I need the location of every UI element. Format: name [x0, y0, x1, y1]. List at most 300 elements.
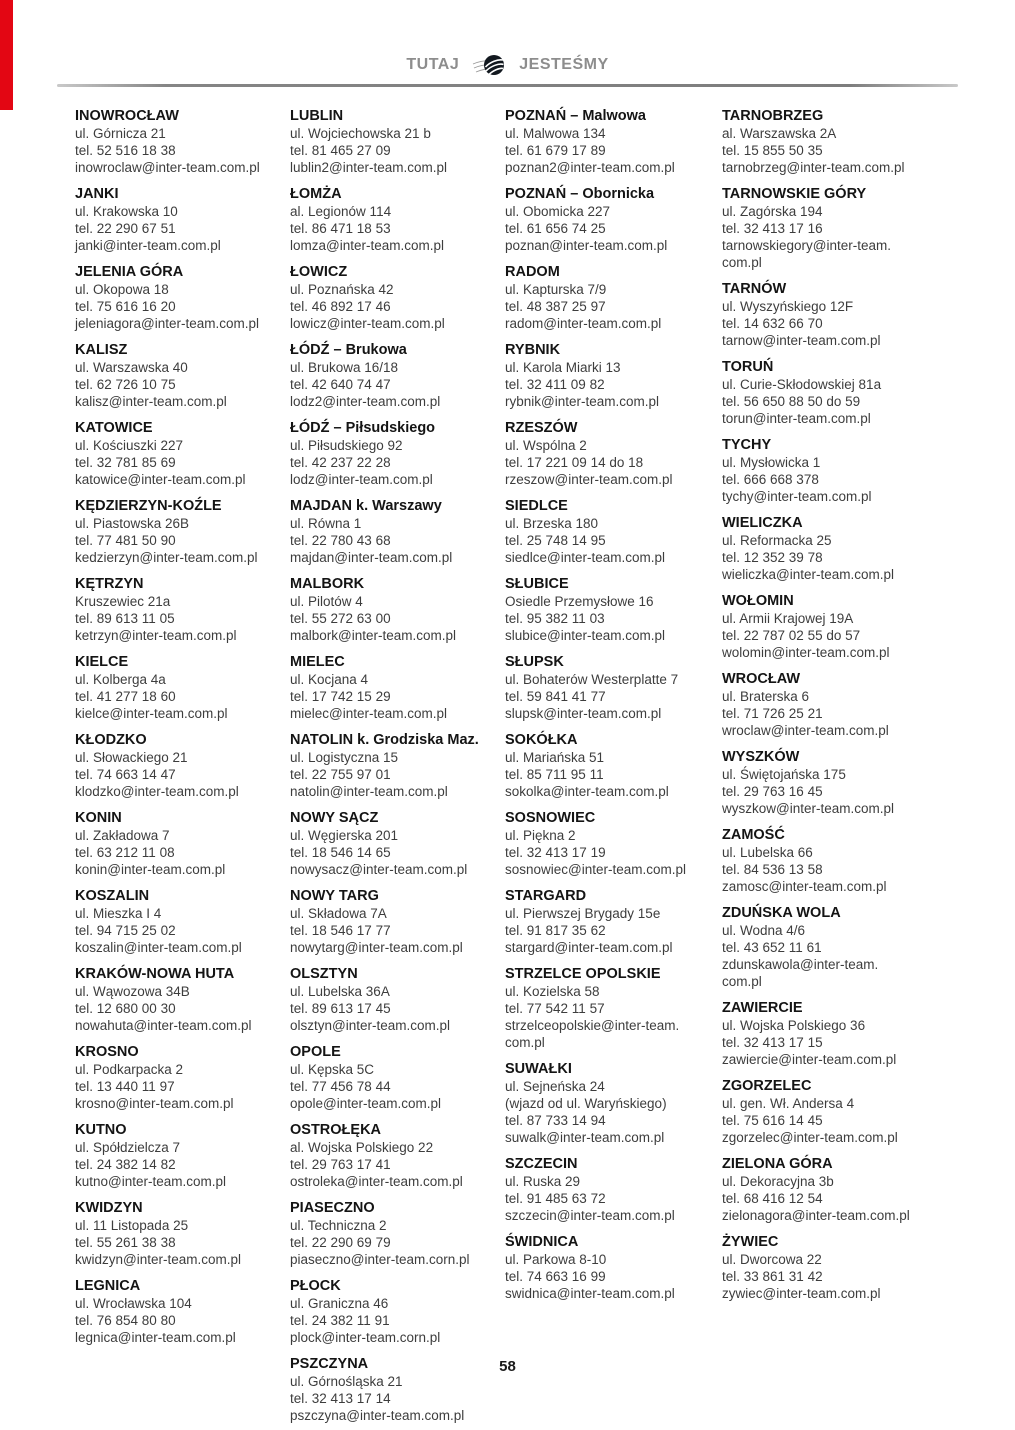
- branch-name: KĘDZIERZYN-KOŹLE: [75, 498, 222, 514]
- branch-email: strzelceopolskie@inter-team.: [505, 1018, 680, 1033]
- branch-entry: [290, 1118, 505, 1190]
- branch-phone: tel. 77 542 11 57: [505, 1001, 605, 1016]
- branch-name: KWIDZYN: [75, 1200, 143, 1216]
- branch-address: ul. Równa 1: [290, 516, 362, 531]
- branch-phone: tel. 91 817 35 62: [505, 923, 606, 938]
- branch-entry: [722, 277, 957, 349]
- branch-entry: [505, 182, 722, 254]
- branch-phone: tel. 41 277 18 60: [75, 689, 176, 704]
- branch-email: kielce@inter-team.com.pl: [75, 706, 228, 721]
- branch-email: jeleniagora@inter-team.com.pl: [75, 316, 260, 331]
- branch-name: TARNÓW: [722, 281, 787, 297]
- branch-entry: [290, 1274, 505, 1346]
- branch-entry: [290, 884, 505, 956]
- branch-entry: [75, 1040, 290, 1112]
- branch-email: janki@inter-team.com.pl: [75, 238, 221, 253]
- branch-entry: [290, 416, 505, 488]
- branch-entry: [75, 1274, 290, 1346]
- branch-name: OLSZTYN: [290, 966, 358, 982]
- branch-email: rybnik@inter-team.com.pl: [505, 394, 659, 409]
- branch-phone: tel. 17 742 15 29: [290, 689, 391, 704]
- branch-name: MAJDAN k. Warszawy: [290, 498, 442, 514]
- branch-phone: tel. 76 854 80 80: [75, 1313, 176, 1328]
- branch-email: slupsk@inter-team.com.pl: [505, 706, 662, 721]
- branch-email: pszczyna@inter-team.com.pl: [290, 1408, 465, 1423]
- branch-email: nowysacz@inter-team.com.pl: [290, 862, 468, 877]
- branch-phone: tel. 12 680 00 30: [75, 1001, 176, 1016]
- inter-team-globe-icon: [472, 52, 506, 78]
- branch-address: ul. Wrocławska 104: [75, 1296, 192, 1311]
- branch-phone: tel. 25 748 14 95: [505, 533, 606, 548]
- branch-phone: tel. 61 656 74 25: [505, 221, 606, 236]
- branch-entry: [505, 806, 722, 878]
- branch-name: RZESZÓW: [505, 420, 578, 436]
- branch-name: KROSNO: [75, 1044, 139, 1060]
- branch-address: ul. Mysłowicka 1: [722, 455, 821, 470]
- directory-column: [722, 104, 957, 1430]
- branch-email: zielonagora@inter-team.com.pl: [722, 1208, 910, 1223]
- branch-address: al. Legionów 114: [290, 204, 392, 219]
- branch-email: wieliczka@inter-team.com.pl: [722, 567, 894, 582]
- branch-address: ul. Mieszka I 4: [75, 906, 162, 921]
- branch-phone: tel. 666 668 378: [722, 472, 819, 487]
- branch-email: zawiercie@inter-team.com.pl: [722, 1052, 897, 1067]
- branch-address: ul. Krakowska 10: [75, 204, 178, 219]
- branch-address: ul. Mariańska 51: [505, 750, 605, 765]
- branch-phone: tel. 94 715 25 02: [75, 923, 176, 938]
- branch-name: PSZCZYNA: [290, 1356, 369, 1372]
- branch-name: ZGORZELEC: [722, 1078, 812, 1094]
- branch-email: nowytarg@inter-team.com.pl: [290, 940, 463, 955]
- branch-entry: [290, 104, 505, 176]
- branch-phone: tel. 62 726 10 75: [75, 377, 176, 392]
- branch-email: ketrzyn@inter-team.com.pl: [75, 628, 237, 643]
- branch-name: ZAMOŚĆ: [722, 827, 785, 843]
- branch-address: ul. Piłsudskiego 92: [290, 438, 403, 453]
- branch-name: KONIN: [75, 810, 122, 826]
- branch-entry: [722, 433, 957, 505]
- branch-entry: [75, 338, 290, 410]
- branch-name: KOSZALIN: [75, 888, 150, 904]
- branch-address: ul. Logistyczna 15: [290, 750, 399, 765]
- branch-address: ul. Górnicza 21: [75, 126, 166, 141]
- branch-address: ul. Kapturska 7/9: [505, 282, 607, 297]
- branch-entry: [290, 572, 505, 644]
- branch-email: lowicz@inter-team.com.pl: [290, 316, 445, 331]
- branch-name: NOWY SĄCZ: [290, 810, 379, 826]
- branch-email: poznan@inter-team.com.pl: [505, 238, 668, 253]
- branch-email: nowahuta@inter-team.com.pl: [75, 1018, 252, 1033]
- branch-entry: [505, 1057, 722, 1146]
- branch-address: ul. Lubelska 36A: [290, 984, 390, 999]
- header-word-right: JESTEŚMY: [519, 56, 609, 73]
- branch-phone: tel. 77 456 78 44: [290, 1079, 391, 1094]
- branch-phone: tel. 85 711 95 11: [505, 767, 604, 782]
- directory-column: [505, 104, 722, 1430]
- branch-email: rzeszow@inter-team.com.pl: [505, 472, 673, 487]
- branch-phone: tel. 56 650 88 50 do 59: [722, 394, 861, 409]
- branch-name: OSTROŁĘKA: [290, 1122, 382, 1138]
- branch-email: stargard@inter-team.com.pl: [505, 940, 673, 955]
- branch-address: ul. Pierwszej Brygady 15e: [505, 906, 661, 921]
- branch-entry: [290, 728, 505, 800]
- branch-name: KŁODZKO: [75, 732, 147, 748]
- branch-email: lodz@inter-team.com.pl: [290, 472, 433, 487]
- branch-entry: [722, 823, 957, 895]
- branch-name: WOŁOMIN: [722, 593, 794, 609]
- branch-address: ul. Wojska Polskiego 36: [722, 1018, 866, 1033]
- branch-entry: [75, 806, 290, 878]
- branch-phone: tel. 24 382 14 82: [75, 1157, 176, 1172]
- branch-email: piaseczno@inter-team.corn.pl: [290, 1252, 470, 1267]
- branch-name: ŁOWICZ: [290, 264, 348, 280]
- branch-email: zdunskawola@inter-team.: [722, 957, 879, 972]
- branch-entry: [505, 572, 722, 644]
- branch-name: RADOM: [505, 264, 560, 280]
- branch-email: malbork@inter-team.com.pl: [290, 628, 457, 643]
- branch-name: KATOWICE: [75, 420, 153, 436]
- branch-email: sosnowiec@inter-team.com.pl: [505, 862, 687, 877]
- branch-address: ul. Pilotów 4: [290, 594, 363, 609]
- branch-phone: tel. 42 640 74 47: [290, 377, 391, 392]
- branch-address: ul. Curie-Skłodowskiej 81a: [722, 377, 882, 392]
- branch-address: ul. Graniczna 46: [290, 1296, 389, 1311]
- branch-email: zgorzelec@inter-team.com.pl: [722, 1130, 898, 1145]
- branch-entry: [505, 1230, 722, 1302]
- branch-email: com.pl: [722, 255, 762, 270]
- branch-entry: [75, 650, 290, 722]
- branch-address: ul. Wąwozowa 34B: [75, 984, 190, 999]
- branch-entry: [290, 494, 505, 566]
- branch-entry: [290, 338, 505, 410]
- branch-address: ul. Armii Krajowej 19A: [722, 611, 854, 626]
- branch-name: TYCHY: [722, 437, 772, 453]
- branch-entry: [75, 1196, 290, 1268]
- branch-entry: [505, 416, 722, 488]
- branch-entry: [722, 104, 957, 176]
- branch-phone: tel. 43 652 11 61: [722, 940, 822, 955]
- branch-email: radom@inter-team.com.pl: [505, 316, 662, 331]
- branch-phone: tel. 48 387 25 97: [505, 299, 606, 314]
- branch-name: WYSZKÓW: [722, 749, 800, 765]
- branch-name: STARGARD: [505, 888, 587, 904]
- branch-entry: [75, 104, 290, 176]
- branch-address: ul. Górnośląska 21: [290, 1374, 403, 1389]
- branch-email: opole@inter-team.com.pl: [290, 1096, 442, 1111]
- branch-email: wolomin@inter-team.com.pl: [722, 645, 890, 660]
- branch-name: LUBLIN: [290, 108, 344, 124]
- branch-name: ZIELONA GÓRA: [722, 1156, 833, 1172]
- branch-entry: [290, 806, 505, 878]
- branch-phone: tel. 75 616 16 20: [75, 299, 176, 314]
- branch-name: KRAKÓW-NOWA HUTA: [75, 966, 235, 982]
- branch-phone: tel. 22 780 43 68: [290, 533, 391, 548]
- branch-name: MALBORK: [290, 576, 365, 592]
- branch-phone: tel. 24 382 11 91: [290, 1313, 390, 1328]
- branch-name: POZNAŃ – Obornicka: [505, 186, 655, 202]
- branch-address: ul. Bohaterów Westerplatte 7: [505, 672, 679, 687]
- branch-phone: tel. 33 861 31 42: [722, 1269, 823, 1284]
- branch-email: plock@inter-team.corn.pl: [290, 1330, 441, 1345]
- branch-phone: tel. 14 632 66 70: [722, 316, 823, 331]
- branch-address: ul. Kolberga 4a: [75, 672, 166, 687]
- branch-email: olsztyn@inter-team.com.pl: [290, 1018, 451, 1033]
- branch-entry: [505, 1152, 722, 1224]
- branch-phone: tel. 89 613 17 45: [290, 1001, 391, 1016]
- branch-entry: [722, 1074, 957, 1146]
- branch-phone: tel. 68 416 12 54: [722, 1191, 823, 1206]
- branch-phone: tel. 46 892 17 46: [290, 299, 391, 314]
- branch-entry: [75, 728, 290, 800]
- branch-name: ŁÓDŹ – Brukowa: [290, 342, 407, 358]
- branch-email: szczecin@inter-team.com.pl: [505, 1208, 675, 1223]
- branch-email: kwidzyn@inter-team.com.pl: [75, 1252, 242, 1267]
- branch-name: WROCŁAW: [722, 671, 801, 687]
- branch-email: com.pl: [505, 1035, 545, 1050]
- branch-address: ul. Techniczna 2: [290, 1218, 387, 1233]
- branch-name: SZCZECIN: [505, 1156, 578, 1172]
- branch-name: TARNOWSKIE GÓRY: [722, 186, 867, 202]
- branch-email: legnica@inter-team.com.pl: [75, 1330, 236, 1345]
- branch-name: ŻYWIEC: [722, 1234, 779, 1250]
- branch-address: ul. Świętojańska 175: [722, 767, 846, 782]
- branch-name: NOWY TARG: [290, 888, 379, 904]
- branch-email: lodz2@inter-team.com.pl: [290, 394, 441, 409]
- branch-email: poznan2@inter-team.com.pl: [505, 160, 675, 175]
- branch-address: ul. Ruska 29: [505, 1174, 581, 1189]
- branch-name: ZAWIERCIE: [722, 1000, 803, 1016]
- branch-email: sokolka@inter-team.com.pl: [505, 784, 669, 799]
- branch-email: mielec@inter-team.com.pl: [290, 706, 447, 721]
- branch-entry: [505, 650, 722, 722]
- branch-address: Kruszewiec 21a: [75, 594, 171, 609]
- branch-email: suwalk@inter-team.com.pl: [505, 1130, 665, 1145]
- branch-entry: [75, 182, 290, 254]
- branch-email: majdan@inter-team.com.pl: [290, 550, 453, 565]
- branch-entry: [290, 1040, 505, 1112]
- page-header: [0, 52, 1015, 78]
- directory-column: [290, 104, 505, 1430]
- branch-name: RYBNIK: [505, 342, 561, 358]
- branch-address: ul. Dworcowa 22: [722, 1252, 822, 1267]
- branch-entry: [722, 745, 957, 817]
- branch-email: tarnowskiegory@inter-team.: [722, 238, 892, 253]
- branch-address: ul. Wodna 4/6: [722, 923, 806, 938]
- branch-phone: tel. 32 411 09 82: [505, 377, 605, 392]
- branch-entry: [75, 884, 290, 956]
- branch-name: OPOLE: [290, 1044, 341, 1060]
- branch-phone: tel. 86 471 18 53: [290, 221, 391, 236]
- branch-directory: [75, 104, 957, 1430]
- branch-address: ul. Obomicka 227: [505, 204, 611, 219]
- branch-name: KIELCE: [75, 654, 129, 670]
- branch-email: krosno@inter-team.com.pl: [75, 1096, 234, 1111]
- header-word-left: TUTAJ: [406, 56, 460, 73]
- branch-address: ul. Węgierska 201: [290, 828, 399, 843]
- branch-phone: tel. 32 413 17 15: [722, 1035, 823, 1050]
- branch-name: MIELEC: [290, 654, 345, 670]
- branch-email: tarnobrzeg@inter-team.com.pl: [722, 160, 905, 175]
- branch-address: (wjazd od ul. Waryńskiego): [505, 1096, 667, 1111]
- branch-name: NATOLIN k. Grodziska Maz.: [290, 732, 479, 748]
- branch-address: ul. Reformacka 25: [722, 533, 832, 548]
- branch-name: TARNOBRZEG: [722, 108, 824, 124]
- branch-name: SŁUBICE: [505, 576, 569, 592]
- branch-address: ul. Brzeska 180: [505, 516, 599, 531]
- branch-address: ul. Kępska 5C: [290, 1062, 375, 1077]
- branch-address: ul. Zakładowa 7: [75, 828, 170, 843]
- branch-address: ul. Braterska 6: [722, 689, 810, 704]
- branch-address: ul. Warszawska 40: [75, 360, 188, 375]
- branch-email: inowroclaw@inter-team.com.pl: [75, 160, 260, 175]
- branch-phone: tel. 12 352 39 78: [722, 550, 823, 565]
- branch-address: ul. Wyszyńskiego 12F: [722, 299, 854, 314]
- branch-name: KUTNO: [75, 1122, 127, 1138]
- branch-phone: tel. 74 663 14 47: [75, 767, 176, 782]
- branch-name: POZNAŃ – Malwowa: [505, 108, 646, 124]
- branch-phone: tel. 61 679 17 89: [505, 143, 606, 158]
- branch-name: SUWAŁKI: [505, 1061, 572, 1077]
- branch-phone: tel. 32 413 17 14: [290, 1391, 391, 1406]
- branch-entry: [290, 1196, 505, 1268]
- branch-phone: tel. 22 787 02 55 do 57: [722, 628, 861, 643]
- branch-phone: tel. 18 546 14 65: [290, 845, 391, 860]
- branch-entry: [75, 1118, 290, 1190]
- branch-entry: [75, 494, 290, 566]
- branch-entry: [75, 962, 290, 1034]
- branch-email: tychy@inter-team.com.pl: [722, 489, 872, 504]
- branch-name: TORUŃ: [722, 359, 774, 375]
- branch-email: kutno@inter-team.com.pl: [75, 1174, 227, 1189]
- branch-phone: tel. 42 237 22 28: [290, 455, 391, 470]
- branch-entry: [722, 667, 957, 739]
- branch-phone: tel. 15 855 50 35: [722, 143, 823, 158]
- branch-email: konin@inter-team.com.pl: [75, 862, 226, 877]
- branch-email: com.pl: [722, 974, 762, 989]
- branch-phone: tel. 32 781 85 69: [75, 455, 176, 470]
- branch-phone: tel. 91 485 63 72: [505, 1191, 606, 1206]
- branch-email: wroclaw@inter-team.com.pl: [722, 723, 889, 738]
- branch-name: PIASECZNO: [290, 1200, 375, 1216]
- branch-address: ul. Brukowa 16/18: [290, 360, 399, 375]
- branch-phone: tel. 18 546 17 77: [290, 923, 391, 938]
- branch-name: ŁOMŻA: [290, 186, 342, 202]
- branch-email: kalisz@inter-team.com.pl: [75, 394, 227, 409]
- branch-phone: tel. 22 755 97 01: [290, 767, 391, 782]
- branch-entry: [505, 104, 722, 176]
- branch-name: LEGNICA: [75, 1278, 141, 1294]
- branch-phone: tel. 63 212 11 08: [75, 845, 175, 860]
- branch-entry: [505, 884, 722, 956]
- branch-entry: [290, 650, 505, 722]
- branch-address: ul. Kocjana 4: [290, 672, 369, 687]
- branch-name: KĘTRZYN: [75, 576, 144, 592]
- branch-address: ul. Piękna 2: [505, 828, 576, 843]
- branch-email: siedlce@inter-team.com.pl: [505, 550, 666, 565]
- branch-phone: tel. 17 221 09 14 do 18: [505, 455, 644, 470]
- branch-email: tarnow@inter-team.com.pl: [722, 333, 881, 348]
- branch-phone: tel. 74 663 16 99: [505, 1269, 606, 1284]
- branch-email: koszalin@inter-team.com.pl: [75, 940, 242, 955]
- branch-entry: [290, 962, 505, 1034]
- branch-phone: tel. 77 481 50 90: [75, 533, 176, 548]
- branch-address: ul. Słowackiego 21: [75, 750, 188, 765]
- branch-address: ul. Okopowa 18: [75, 282, 169, 297]
- branch-phone: tel. 29 763 16 45: [722, 784, 823, 799]
- branch-address: al. Wojska Polskiego 22: [290, 1140, 434, 1155]
- branch-phone: tel. 55 261 38 38: [75, 1235, 176, 1250]
- branch-phone: tel. 13 440 11 97: [75, 1079, 175, 1094]
- branch-name: ŚWIDNICA: [505, 1234, 579, 1250]
- branch-address: ul. Kozielska 58: [505, 984, 600, 999]
- branch-entry: [722, 1152, 957, 1224]
- branch-phone: tel. 29 763 17 41: [290, 1157, 391, 1172]
- branch-phone: tel. 81 465 27 09: [290, 143, 391, 158]
- branch-entry: [290, 260, 505, 332]
- branch-email: lomza@inter-team.com.pl: [290, 238, 444, 253]
- branch-address: ul. Parkowa 8-10: [505, 1252, 607, 1267]
- branch-email: kedzierzyn@inter-team.com.pl: [75, 550, 258, 565]
- header-divider: [57, 84, 958, 87]
- branch-email: swidnica@inter-team.com.pl: [505, 1286, 675, 1301]
- branch-address: ul. Kościuszki 227: [75, 438, 184, 453]
- branch-entry: [505, 338, 722, 410]
- branch-phone: tel. 52 516 18 38: [75, 143, 176, 158]
- branch-address: ul. Wspólna 2: [505, 438, 587, 453]
- branch-entry: [722, 1230, 957, 1302]
- branch-phone: tel. 55 272 63 00: [290, 611, 391, 626]
- branch-email: ostroleka@inter-team.com.pl: [290, 1174, 463, 1189]
- page-number: 58: [499, 1358, 516, 1375]
- branch-entry: [722, 901, 957, 990]
- branch-name: WIELICZKA: [722, 515, 803, 531]
- branch-phone: tel. 89 613 11 05: [75, 611, 175, 626]
- branch-phone: tel. 32 413 17 19: [505, 845, 606, 860]
- branch-address: ul. Wojciechowska 21 b: [290, 126, 431, 141]
- branch-name: STRZELCE OPOLSKIE: [505, 966, 661, 982]
- branch-entry: [75, 572, 290, 644]
- branch-phone: tel. 95 382 11 03: [505, 611, 605, 626]
- branch-name: JELENIA GÓRA: [75, 264, 184, 280]
- branch-address: ul. gen. Wł. Andersa 4: [722, 1096, 855, 1111]
- branch-address: ul. Składowa 7A: [290, 906, 387, 921]
- branch-phone: tel. 59 841 41 77: [505, 689, 606, 704]
- branch-address: al. Warszawska 2A: [722, 126, 837, 141]
- branch-phone: tel. 75 616 14 45: [722, 1113, 823, 1128]
- branch-name: SŁUPSK: [505, 654, 564, 670]
- branch-address: ul. Malwowa 134: [505, 126, 606, 141]
- directory-column: [75, 104, 290, 1430]
- branch-address: Osiedle Przemysłowe 16: [505, 594, 654, 609]
- branch-name: SOKÓŁKA: [505, 732, 578, 748]
- branch-address: ul. Poznańska 42: [290, 282, 394, 297]
- branch-name: SOSNOWIEC: [505, 810, 596, 826]
- branch-name: SIEDLCE: [505, 498, 568, 514]
- branch-phone: tel. 22 290 67 51: [75, 221, 176, 236]
- branch-entry: [505, 962, 722, 1051]
- branch-entry: [505, 728, 722, 800]
- branch-address: ul. Sejneńska 24: [505, 1079, 605, 1094]
- branch-address: ul. Karola Miarki 13: [505, 360, 621, 375]
- branch-email: slubice@inter-team.com.pl: [505, 628, 666, 643]
- branch-entry: [290, 182, 505, 254]
- branch-email: lublin2@inter-team.com.pl: [290, 160, 448, 175]
- branch-address: ul. Piastowska 26B: [75, 516, 190, 531]
- branch-entry: [75, 416, 290, 488]
- branch-phone: tel. 32 413 17 16: [722, 221, 823, 236]
- branch-name: KALISZ: [75, 342, 128, 358]
- branch-entry: [75, 260, 290, 332]
